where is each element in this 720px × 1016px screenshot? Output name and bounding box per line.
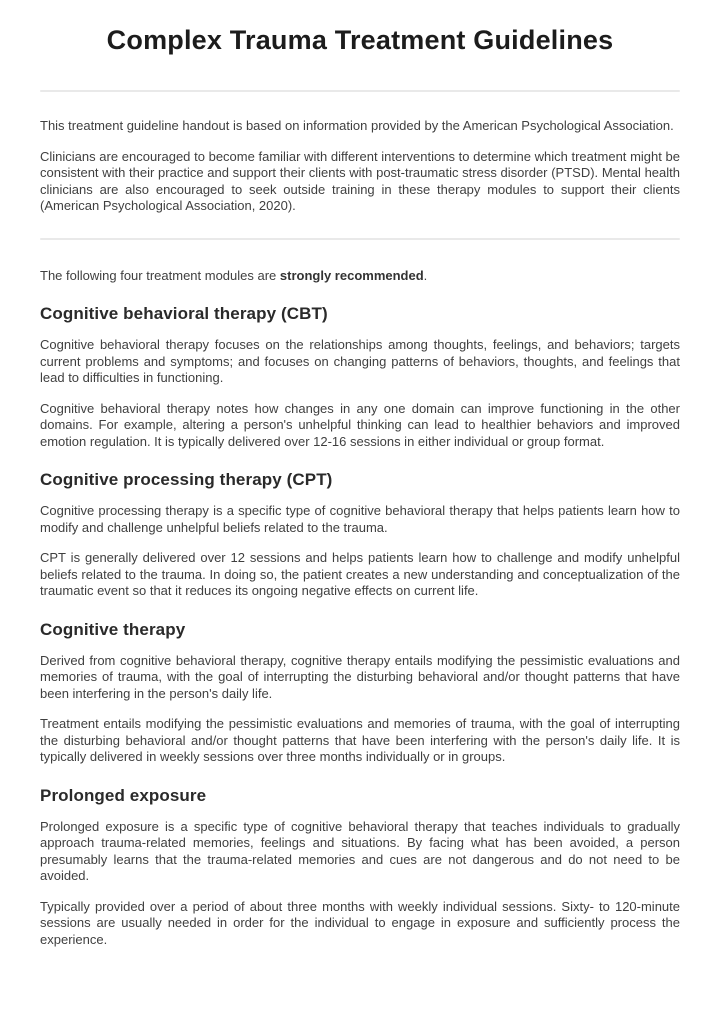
section-prolonged-exposure xyxy=(40,785,680,949)
section-heading-prolonged-exposure: Prolonged exposure xyxy=(40,785,207,805)
section-paragraph: Typically provided over a period of about three months with weekly individual sessions. Sixty- to 120-minute sessions are usually needed in order for the individual to engage in exposure and sufficiently process the experience. xyxy=(40,898,680,947)
section-paragraph: Treatment entails modifying the pessimistic evaluations and memories of trauma, with the goal of interrupting the disturbing behavioral and/or thought patterns that have been interfering with the person's daily life. It is typically delivered in weekly sessions over three months individually or in groups. xyxy=(40,716,680,764)
section-paragraph: CPT is generally delivered over 12 sessions and helps patients learn how to challenge and modify unhelpful beliefs related to the trauma. In doing so, the patient creates a new understanding and conceptualization of the traumatic event so that it reduces its ongoing negative effects on current life. xyxy=(40,550,680,598)
section-paragraph: Cognitive processing therapy is a specific type of cognitive behavioral therapy that helps patients learn how to modify and challenge unhelpful beliefs related to the trauma. xyxy=(40,503,680,535)
lead-sentence-prefix: The following four treatment modules are xyxy=(40,267,280,283)
lead-sentence-bold: strongly recommended xyxy=(279,267,424,283)
intro-paragraph-1: This treatment guideline handout is based on information provided by the American Psychological Association. xyxy=(40,118,674,133)
section-paragraph: Derived from cognitive behavioral therapy, cognitive therapy entails modifying the pessimistic evaluations and memories of trauma, with the goal of interrupting the disturbing behavioral and/or thought patterns that have been interfering in the person's daily life. xyxy=(40,652,680,701)
section-heading-cpt: Cognitive processing therapy (CPT) xyxy=(40,470,333,489)
page-title: Complex Trauma Treatment Guidelines xyxy=(106,25,614,55)
section-cpt xyxy=(40,469,680,600)
section-heading-cbt: Cognitive behavioral therapy (CBT) xyxy=(40,304,328,323)
middle-divider xyxy=(40,238,680,240)
lead-sentence-suffix: . xyxy=(423,267,428,283)
section-cognitive-therapy xyxy=(40,619,680,766)
section-heading-cognitive-therapy: Cognitive therapy xyxy=(40,619,186,639)
top-divider xyxy=(40,90,680,92)
section-paragraph: Cognitive behavioral therapy notes how changes in any one domain can improve functioning in the other domains. For example, altering a person's unhelpful thinking can lead to healthier behaviors and improved emotion regulation. It is typically delivered over 12-16 sessions in either individual or group format. xyxy=(40,400,680,449)
section-cbt xyxy=(40,303,680,450)
lead-sentence xyxy=(40,268,680,285)
section-paragraph: Prolonged exposure is a specific type of cognitive behavioral therapy that teaches individuals to gradually approach trauma-related memories, feelings and situations. By facing what has been avoided, a person presumably learns that the trauma-related memories and cues are not dangerous and do not need to be avoided. xyxy=(40,818,680,883)
intro-paragraph-2: Clinicians are encouraged to become familiar with different interventions to determine which treatment might be consistent with their practice and support their clients with post-traumatic stress disorder (PTSD). Mental health clinicians are also encouraged to seek outside training in these therapy modules to support their clients (American Psychological Association, 2020). xyxy=(40,148,680,213)
section-paragraph: Cognitive behavioral therapy focuses on the relationships among thoughts, feelings, and behaviors; targets current problems and symptoms; and focuses on changing patterns of behaviors, thoughts, and feelings that lead to difficulties in functioning. xyxy=(40,337,680,385)
